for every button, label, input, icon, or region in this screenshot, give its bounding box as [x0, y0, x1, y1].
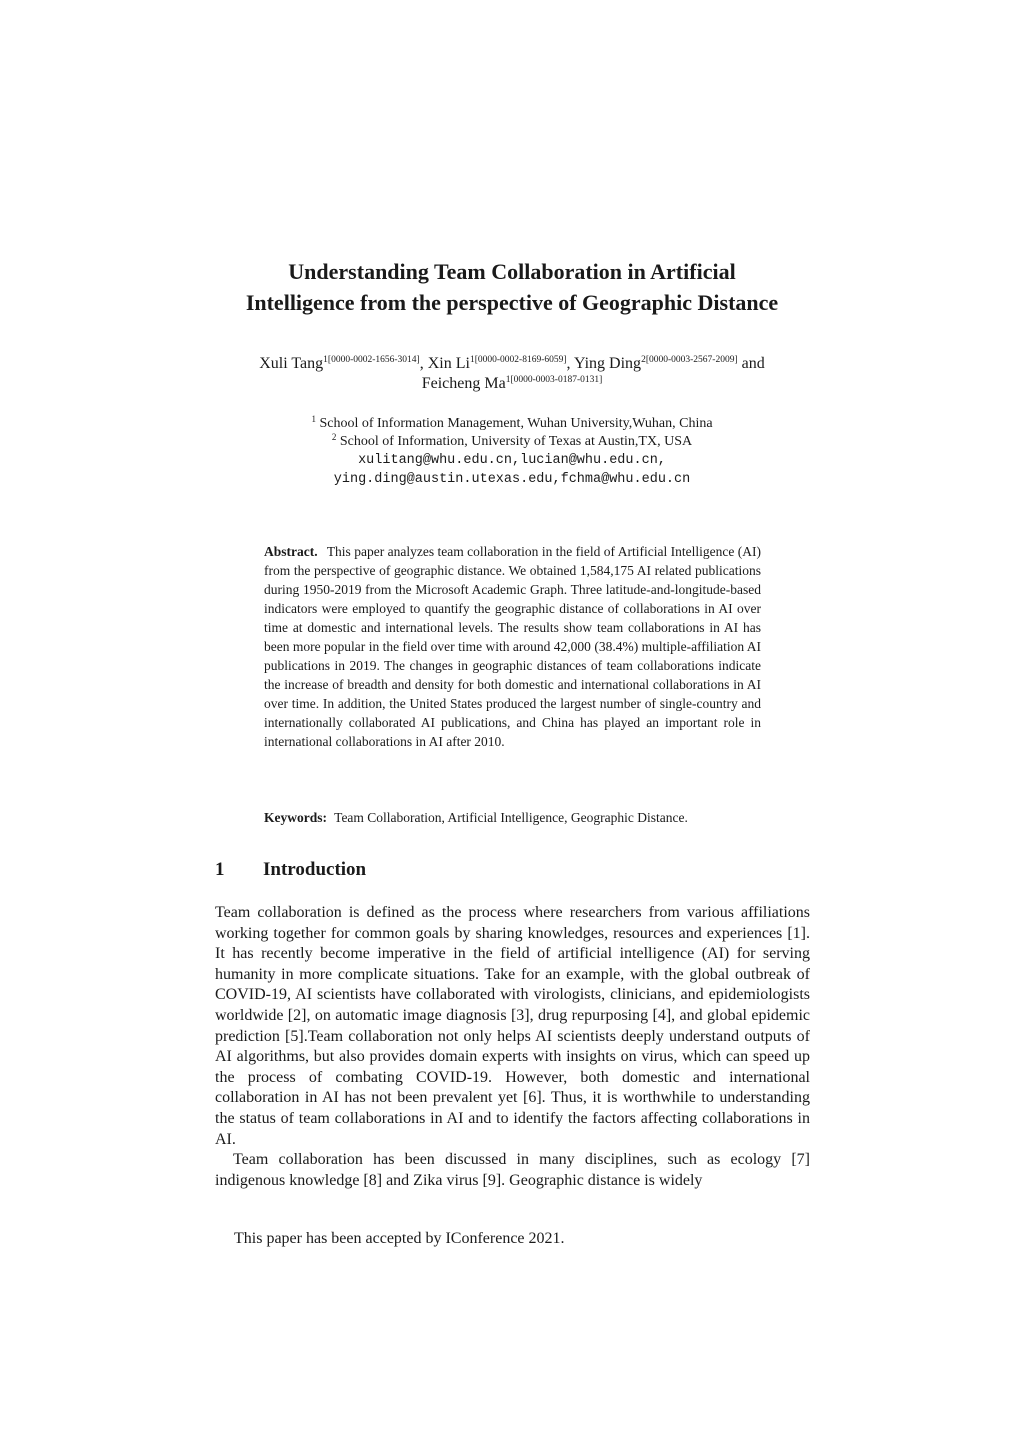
abstract-text: This paper analyzes team collaboration in the field of Artificial Intelligence (AI) from the perspective of geographic distance. We obtained 1,584,175 AI related publications during 1950-2019 from the Microsoft Academic Graph. Three latitude-and-longitude-based indicators were employed to quantify the geographic distance of collaborations in AI over time at domestic and international levels. The results show team collaborations in AI has been more popular in the field over time with around 42,000 (38.4%) multiple-affiliation AI publications in 2019. The changes in geographic distances of team collaborations indicate the increase of breadth and density for both domestic and international collaborations in AI over time. In addition, the United States produced the largest number of single-country and internationally collaborated AI publications, and China has played an important role in international collaborations in AI after 2010.: [264, 544, 762, 749]
affiliation-text: School of Information, University of Texas at Austin,TX, USA: [339, 434, 693, 449]
author-name: Xuli Tang: [259, 355, 324, 372]
body-text: [215, 903, 810, 1191]
author-orcid: 1[0000-0002-1656-3014]: [323, 355, 420, 365]
author-line-1: [190, 354, 834, 374]
section-number: 1: [215, 859, 225, 880]
affiliation-marker: 2: [331, 432, 337, 442]
author-orcid: 2[0000-0003-2567-2009]: [641, 355, 738, 365]
affiliation-block: [190, 415, 834, 489]
section-title: Introduction: [263, 859, 367, 880]
section-heading: [215, 858, 366, 882]
author-line-2: [190, 374, 834, 394]
paragraph: Team collaboration has been discussed in many disciplines, such as ecology [7] indigenous knowledge [8] and Zika virus [9]. Geographic distance is widely: [215, 1151, 810, 1189]
author-list: [190, 354, 834, 394]
author-name: Xin Li: [427, 355, 470, 372]
affiliation-text: School of Information Management, Wuhan University,Wuhan, China: [319, 416, 713, 431]
author-separator: ,: [566, 355, 574, 372]
affiliation-1: [190, 415, 834, 433]
paragraph: Team collaboration is defined as the process where researchers from various affiliations working together for common goals by sharing knowledges, resources and experiences [1]. It has recently become imperative in the field of artificial intelligence (AI) for serving humanity in more complicate situations. Take for an example, with the global outbreak of COVID-19, AI scientists have collaborated with virologists, clinicians, and epidemiologists worldwide [2], on automatic image diagnosis [3], drug repurposing [4], and global epidemic prediction [5].Team collaboration not only helps AI scientists deeply understand outputs of AI algorithms, but also provides domain experts with insights on virus, which can speed up the process of combating COVID-19. However, both domestic and international collaboration in AI has not been prevalent yet [6]. Thus, it is worthwhile to understanding the status of team collaborations in AI and to identify the factors affecting collaborations in AI.: [215, 904, 810, 1148]
author-name: Ying Ding: [573, 355, 642, 372]
keywords-label: Keywords:: [264, 810, 327, 825]
email-line-2: ying.ding@austin.utexas.edu,fchma@whu.edu.cn: [333, 472, 691, 487]
author-separator: and: [737, 355, 765, 372]
abstract: [264, 542, 761, 751]
author-separator: ,: [419, 355, 428, 372]
title-line-2: Intelligence from the perspective of Geographic Distance: [245, 290, 779, 315]
title-line-1: Understanding Team Collaboration in Artificial: [288, 259, 736, 284]
affiliation-2: [190, 433, 834, 451]
footnote: This paper has been accepted by IConference 2021.: [234, 1230, 565, 1247]
author-orcid: 1[0000-0002-8169-6059]: [469, 355, 567, 365]
keywords-text: Team Collaboration, Artificial Intelligence, Geographic Distance.: [334, 810, 688, 825]
affiliation-marker: 1: [311, 414, 316, 424]
keywords: [264, 808, 761, 827]
author-name: Feicheng Ma: [421, 375, 506, 392]
author-orcid: 1[0000-0003-0187-0131]: [505, 375, 603, 385]
abstract-label: Abstract.: [264, 544, 318, 559]
paper-title: [200, 256, 824, 318]
email-line-1: xulitang@whu.edu.cn,lucian@whu.edu.cn,: [358, 453, 666, 468]
